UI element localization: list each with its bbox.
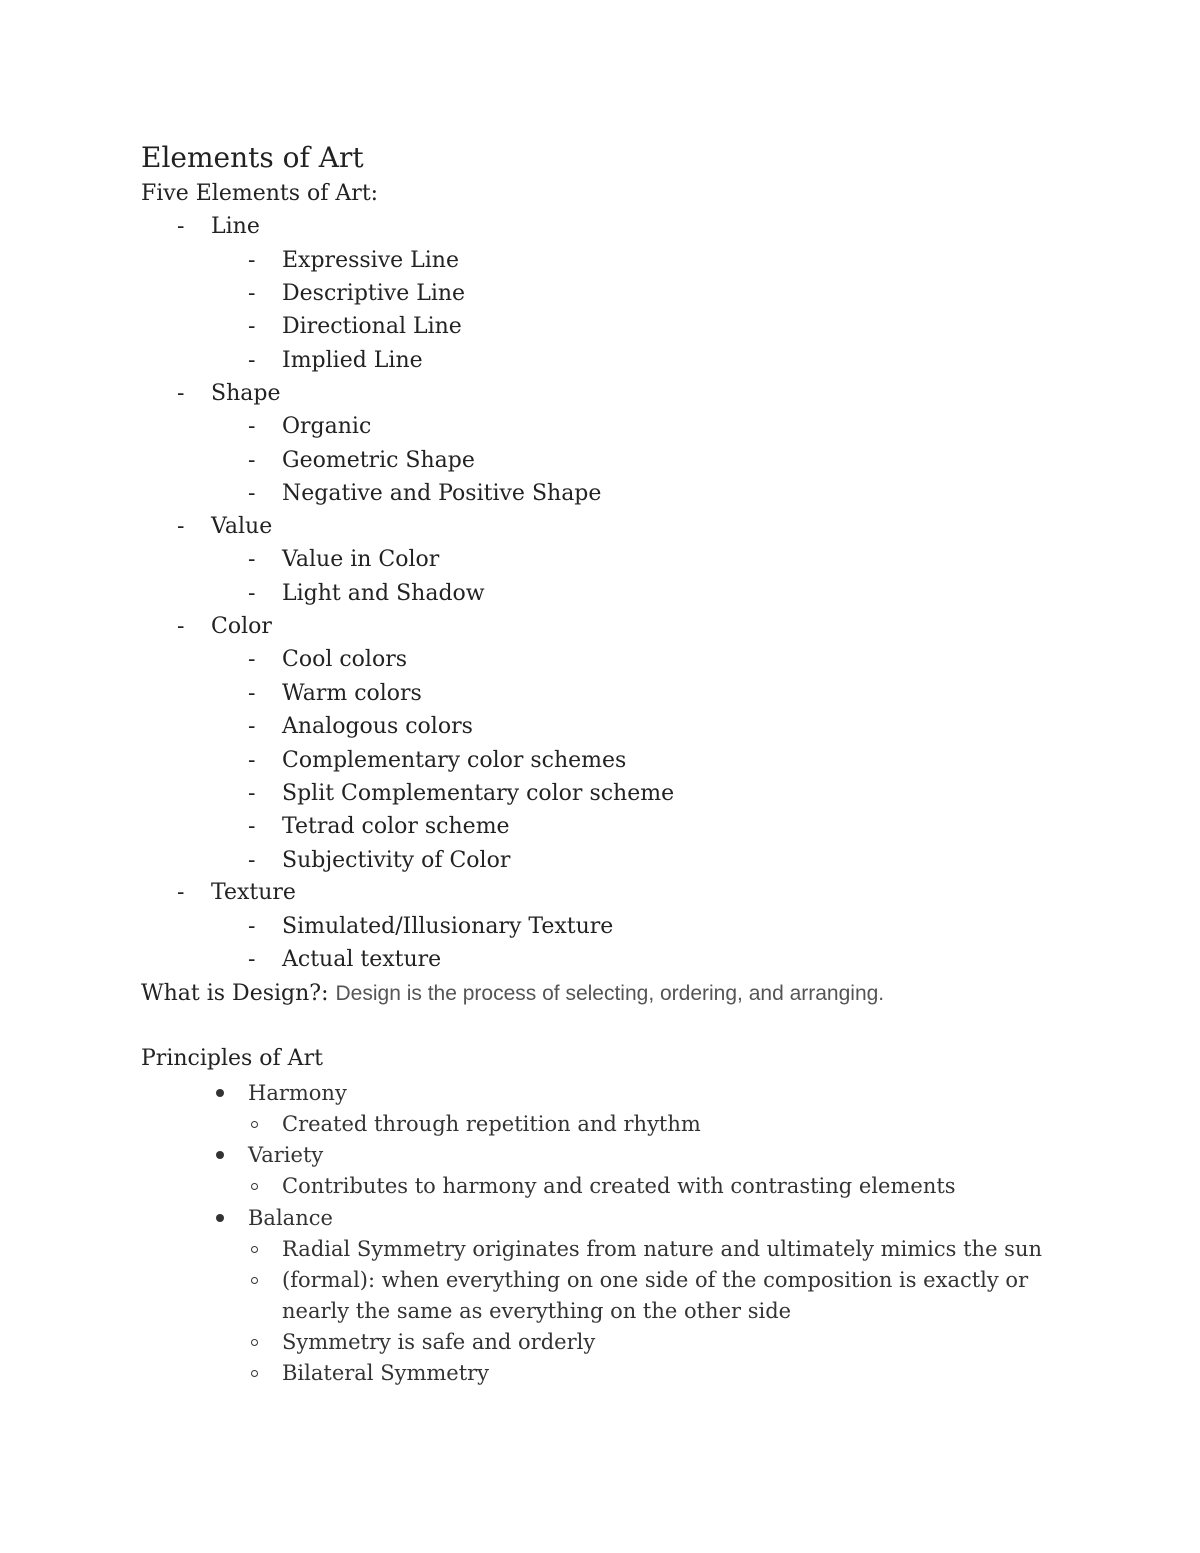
dash-marker: - (248, 348, 256, 373)
element-line: Line (211, 214, 260, 239)
bullet-circle-icon (251, 1183, 258, 1190)
list-item: Subjectivity of Color (282, 848, 511, 873)
list-item: Cool colors (282, 647, 408, 672)
element-color: Color (211, 614, 272, 639)
design-definition (141, 979, 884, 1009)
list-item: Tetrad color scheme (282, 814, 510, 839)
dash-marker: - (177, 514, 185, 539)
dash-marker: - (177, 880, 185, 905)
bullet-disc-icon (216, 1089, 224, 1097)
five-elements-heading: Five Elements of Art: (141, 181, 379, 206)
dash-marker: - (177, 214, 185, 239)
dash-marker: - (248, 414, 256, 439)
principle-variety: Variety (248, 1143, 324, 1167)
dash-marker: - (248, 314, 256, 339)
list-item: Symmetry is safe and orderly (282, 1330, 596, 1354)
dash-marker: - (248, 547, 256, 572)
element-shape: Shape (211, 381, 281, 406)
bullet-disc-icon (216, 1151, 224, 1159)
list-item: Expressive Line (282, 248, 459, 273)
design-answer: Design is the process of selecting, ordering, and arranging. (335, 982, 885, 1005)
bullet-circle-icon (251, 1370, 258, 1377)
list-item: Actual texture (282, 947, 442, 972)
list-item: Organic (282, 414, 372, 439)
dash-marker: - (177, 381, 185, 406)
list-item: Contributes to harmony and created with contrasting elements (282, 1174, 956, 1198)
list-item: (formal): when everything on one side of the composition is exactly or (282, 1268, 1029, 1292)
dash-marker: - (248, 914, 256, 939)
dash-marker: - (248, 681, 256, 706)
list-item: Complementary color schemes (282, 748, 627, 773)
list-item: Created through repetition and rhythm (282, 1112, 701, 1136)
dash-marker: - (177, 614, 185, 639)
list-item: Descriptive Line (282, 281, 466, 306)
list-item: Analogous colors (282, 714, 473, 739)
dash-marker: - (248, 714, 256, 739)
bullet-circle-icon (251, 1121, 258, 1128)
principles-heading: Principles of Art (141, 1046, 323, 1071)
list-item: Bilateral Symmetry (282, 1361, 490, 1385)
dash-marker: - (248, 281, 256, 306)
dash-marker: - (248, 748, 256, 773)
principle-balance: Balance (248, 1206, 333, 1230)
page-title: Elements of Art (141, 141, 364, 174)
list-item: Warm colors (282, 681, 422, 706)
dash-marker: - (248, 947, 256, 972)
list-item: Radial Symmetry originates from nature and ultimately mimics the sun (282, 1237, 1042, 1261)
bullet-disc-icon (216, 1214, 224, 1222)
dash-marker: - (248, 647, 256, 672)
element-texture: Texture (211, 880, 296, 905)
bullet-circle-icon (251, 1339, 258, 1346)
list-item: Light and Shadow (282, 581, 485, 606)
design-question: What is Design?: (141, 981, 329, 1006)
list-item: Implied Line (282, 348, 423, 373)
dash-marker: - (248, 781, 256, 806)
list-item: Negative and Positive Shape (282, 481, 602, 506)
bullet-circle-icon (251, 1246, 258, 1253)
list-item: Value in Color (282, 547, 440, 572)
list-item: Geometric Shape (282, 448, 475, 473)
list-item: Split Complementary color scheme (282, 781, 675, 806)
dash-marker: - (248, 581, 256, 606)
bullet-circle-icon (251, 1277, 258, 1284)
dash-marker: - (248, 248, 256, 273)
element-value: Value (211, 514, 273, 539)
dash-marker: - (248, 481, 256, 506)
principle-harmony: Harmony (248, 1081, 347, 1105)
list-item: Simulated/Illusionary Texture (282, 914, 614, 939)
dash-marker: - (248, 448, 256, 473)
dash-marker: - (248, 848, 256, 873)
dash-marker: - (248, 814, 256, 839)
list-item-continuation: nearly the same as everything on the other side (282, 1299, 792, 1323)
list-item: Directional Line (282, 314, 462, 339)
